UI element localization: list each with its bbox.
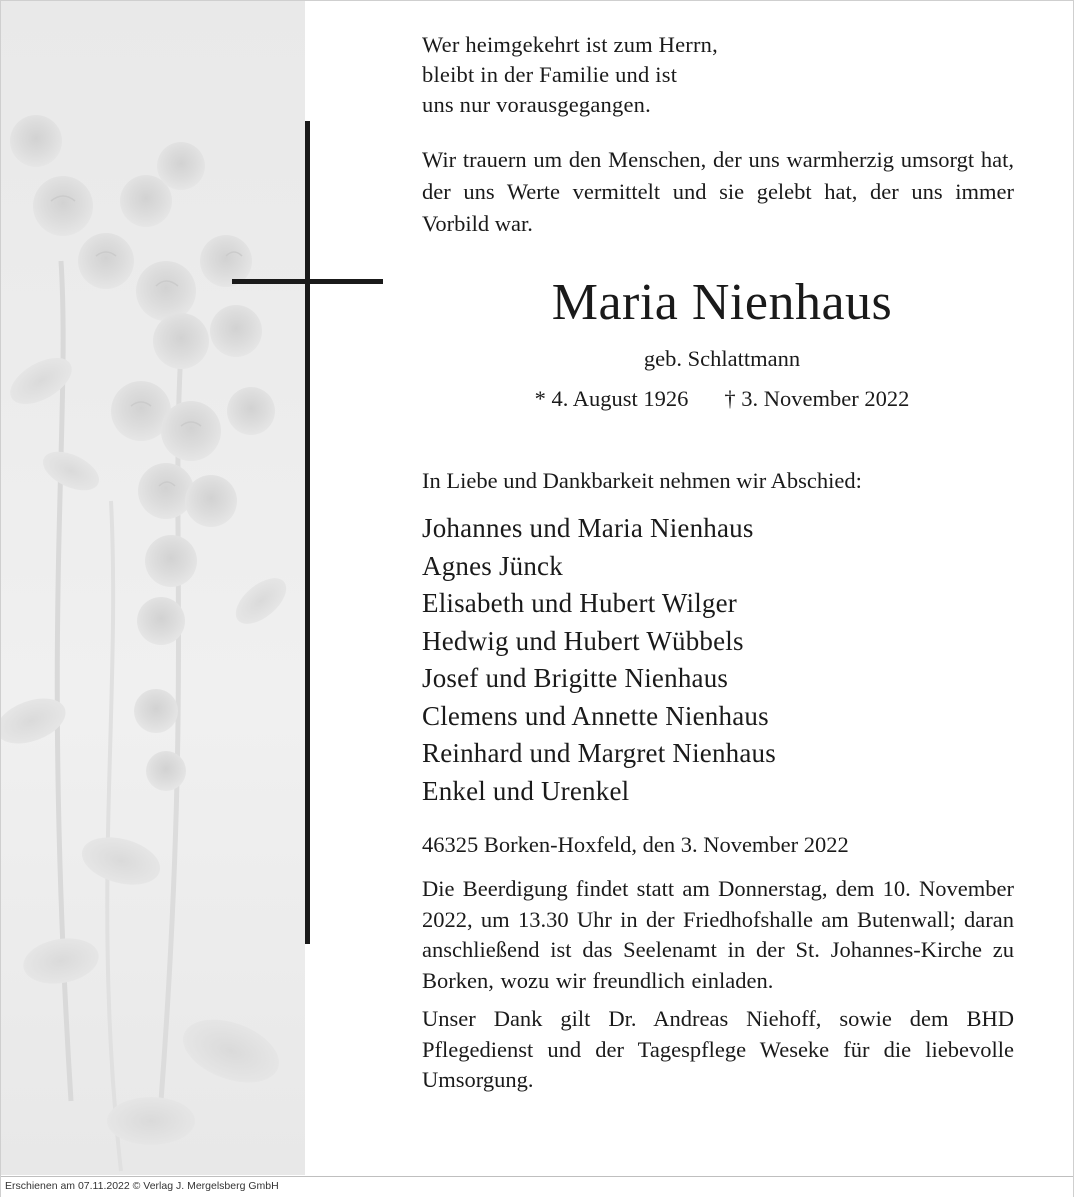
deceased-block xyxy=(312,274,1074,414)
poem-line: bleibt in der Familie und ist xyxy=(422,62,678,87)
family-member: Elisabeth und Hubert Wilger xyxy=(422,588,737,618)
poem-line: uns nur vorausgegangen. xyxy=(422,92,651,117)
family-member: Josef und Brigitte Nienhaus xyxy=(422,663,729,693)
family-member: Hedwig und Hubert Wübbels xyxy=(422,625,744,656)
cross-vertical-bar xyxy=(305,121,310,944)
family-member: Reinhard und Margret Nienhaus xyxy=(422,738,776,768)
birth-date: * 4. August 1926 xyxy=(534,386,689,411)
funeral-details: Die Beerdigung findet statt am Donnerstag, dem 10. November 2022, um 13.30 Uhr in der Friedhofshalle am Butenwall; daran anschließend ist das Seelenamt in der St. Johannes-Kirche zu Borken, wozu wir freundlich einladen. xyxy=(422,876,1014,993)
place-and-date: 46325 Borken-Hoxfeld, den 3. November 2022 xyxy=(422,832,849,857)
footer-text: Erschienen am 07.11.2022 © Verlag J. Mergelsberg GmbH xyxy=(5,1180,279,1192)
family-member: Agnes Jünck xyxy=(422,550,563,581)
intro-paragraph: Wir trauern um den Menschen, der uns warmherzig umsorgt hat, der uns Werte vermittelt und sie gelebt hat, der uns immer Vorbild war. xyxy=(422,147,1014,236)
floral-image-panel xyxy=(1,1,305,1175)
thanks-paragraph: Unser Dank gilt Dr. Andreas Niehoff, sowie dem BHD Pflegedienst und der Tagespflege Weseke für die liebevolle Umsorgung. xyxy=(422,1006,1014,1092)
poem xyxy=(422,30,1014,120)
family-list xyxy=(422,510,1014,810)
publication-footer xyxy=(1,1176,1073,1197)
farewell-line: In Liebe und Dankbarkeit nehmen wir Abschied: xyxy=(422,468,862,493)
death-date: † 3. November 2022 xyxy=(724,386,910,411)
roses-illustration xyxy=(1,1,305,1175)
family-member: Johannes und Maria Nienhaus xyxy=(422,513,754,543)
obituary-text xyxy=(422,30,1014,1096)
deceased-name: Maria Nienhaus xyxy=(551,274,893,331)
family-member: Enkel und Urenkel xyxy=(422,775,630,806)
life-dates xyxy=(312,384,1074,414)
poem-line: Wer heimgekehrt ist zum Herrn, xyxy=(422,32,718,57)
maiden-name: geb. Schlattmann xyxy=(643,346,801,371)
family-member: Clemens und Annette Nienhaus xyxy=(422,700,769,731)
